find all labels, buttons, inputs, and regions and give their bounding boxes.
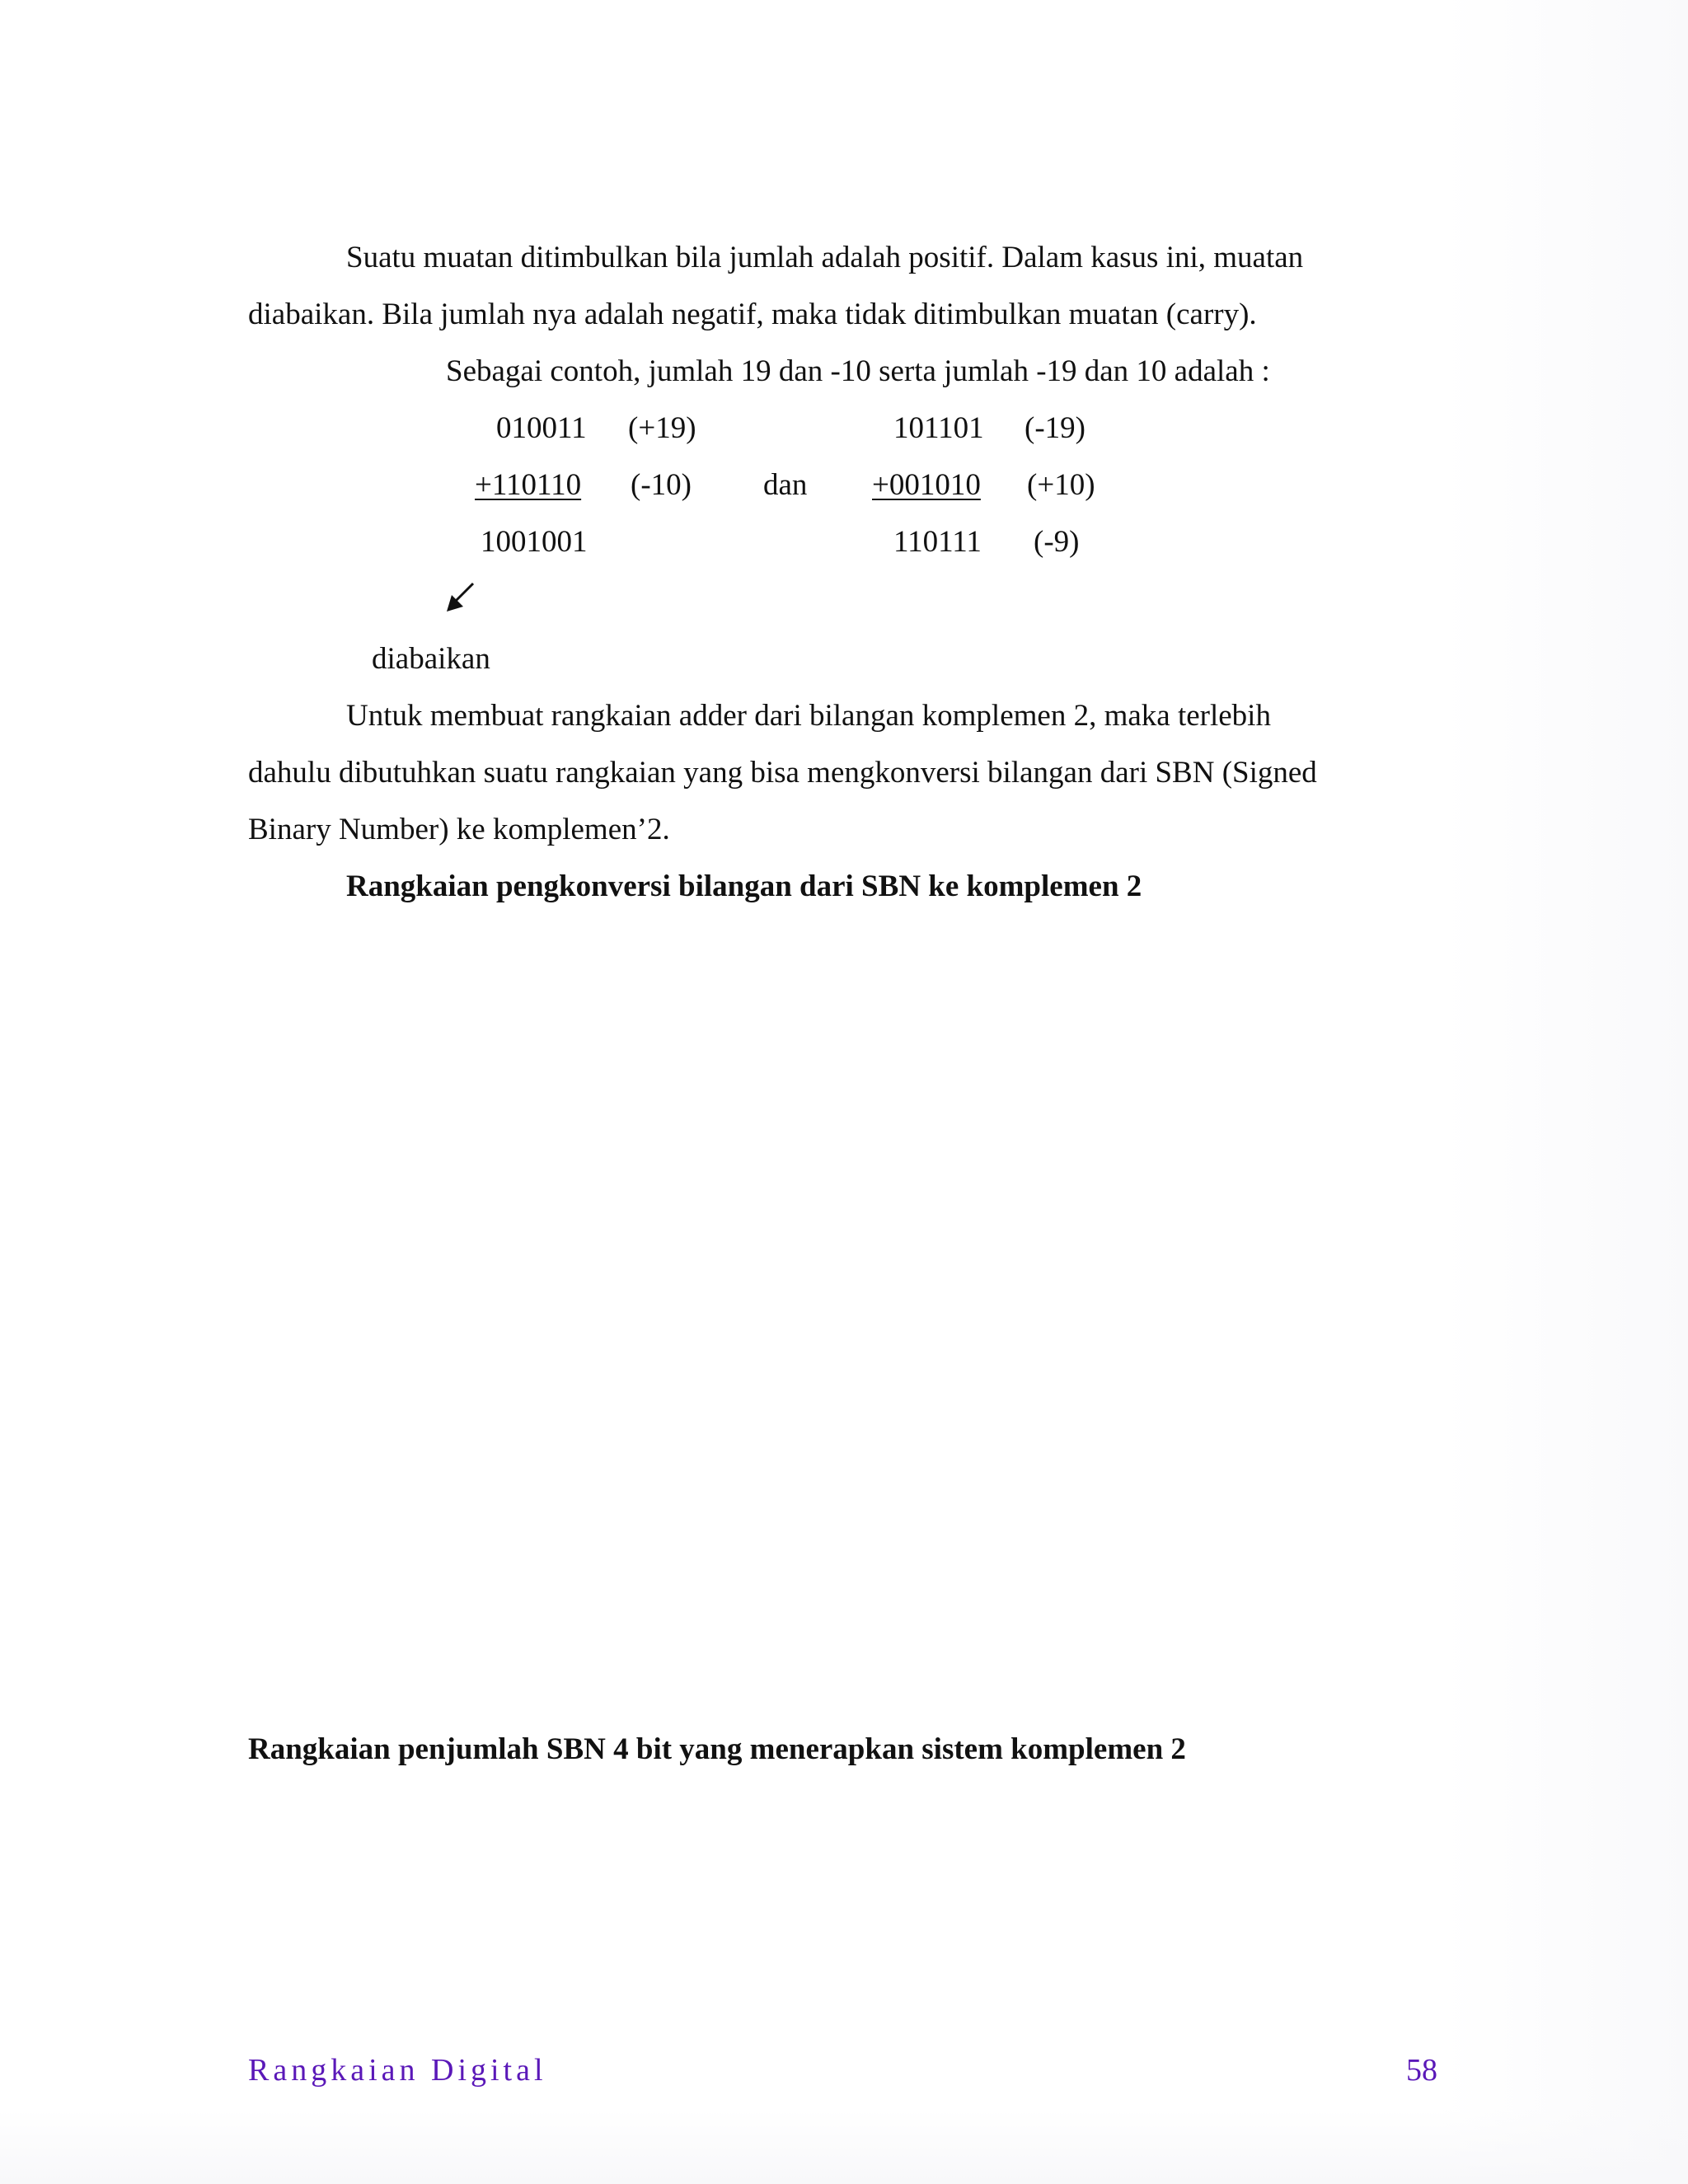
right-result-label: (-9) (1034, 525, 1080, 559)
left-result: 1001001 (481, 525, 588, 559)
page-bottom-shading (0, 2110, 1688, 2184)
paragraph2-line1: Untuk membuat rangkaian adder dari bilangan komplemen 2, maka terlebih (346, 699, 1271, 733)
left-label2: (-10) (631, 468, 692, 502)
footer-title: Rangkaian Digital (248, 2053, 547, 2088)
right-label2: (+10) (1027, 468, 1095, 502)
carry-arrow-icon (445, 580, 478, 613)
right-operand1: 101101 (893, 411, 984, 445)
left-operand1: 010011 (496, 411, 587, 445)
paragraph2-line3: Binary Number) ke komplemen’2. (248, 813, 670, 846)
left-label1: (+19) (628, 411, 696, 445)
paragraph2-line2: dahulu dibutuhkan suatu rangkaian yang bisa mengkonversi bilangan dari SBN (Signed (248, 756, 1317, 790)
footer-page-number: 58 (1406, 2053, 1437, 2088)
example-intro: Sebagai contoh, jumlah 19 dan -10 serta jumlah -19 dan 10 adalah : (446, 354, 1270, 388)
connector-word: dan (763, 468, 808, 502)
section-heading-adder: Rangkaian penjumlah SBN 4 bit yang menerapkan sistem komplemen 2 (248, 1732, 1186, 1766)
left-operand2: +110110 (475, 468, 582, 502)
ignored-label: diabaikan (372, 642, 490, 676)
paragraph1-line2: diabaikan. Bila jumlah nya adalah negatif, maka tidak ditimbulkan muatan (carry). (248, 298, 1257, 331)
paragraph1-line1: Suatu muatan ditimbulkan bila jumlah adalah positif. Dalam kasus ini, muatan (346, 241, 1304, 274)
right-result: 110111 (893, 525, 982, 559)
right-operand2: +001010 (872, 468, 981, 502)
page-edge-shading (1442, 0, 1688, 2184)
section-heading-converter: Rangkaian pengkonversi bilangan dari SBN ke komplemen 2 (346, 869, 1142, 903)
right-label1: (-19) (1025, 411, 1085, 445)
